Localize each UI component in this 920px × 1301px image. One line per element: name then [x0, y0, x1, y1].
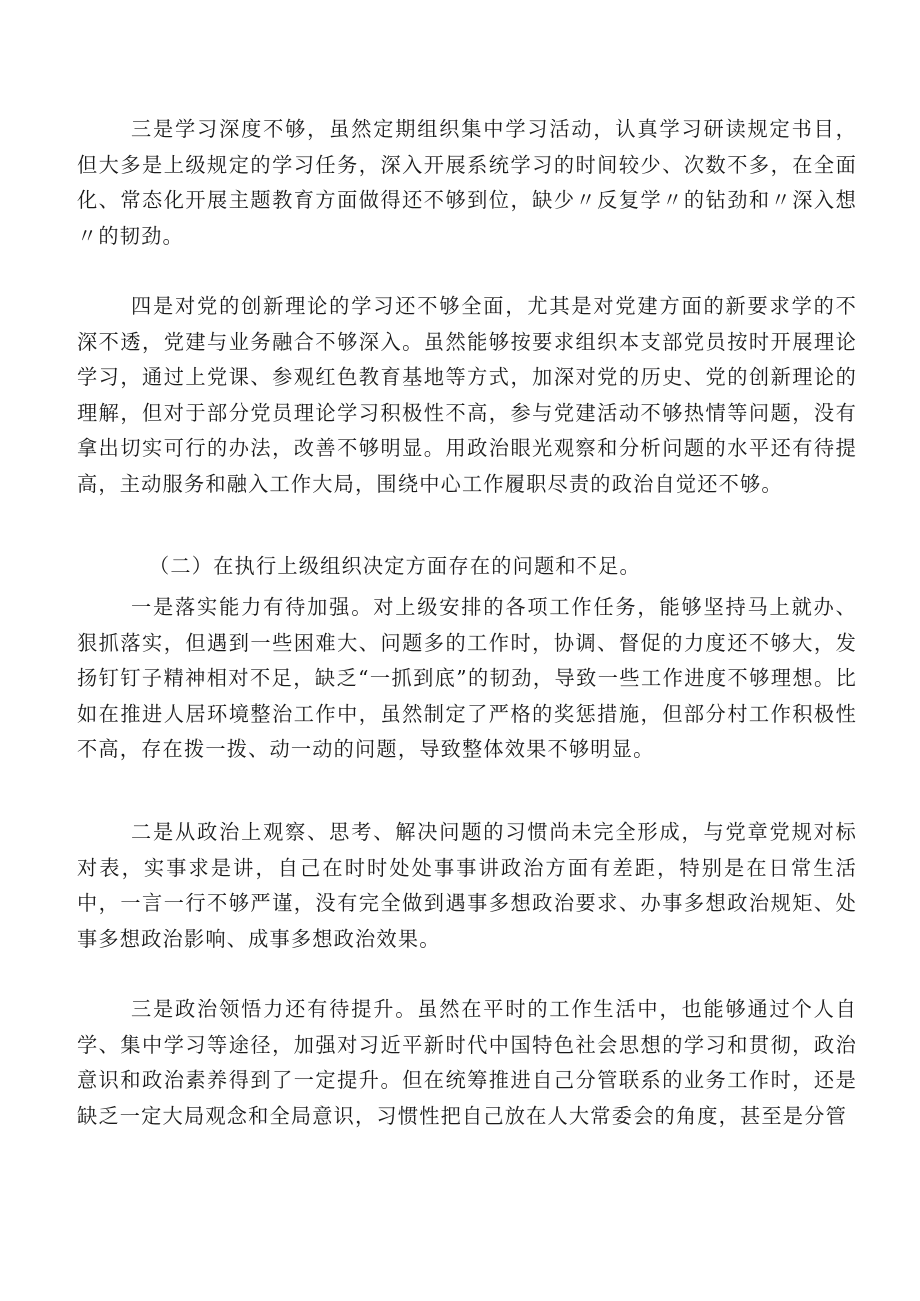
paragraph-study-depth: 三是学习深度不够，虽然定期组织集中学习活动，认真学习研读规定书目，但大多是上级规定的学习任务，深入开展系统学习的时间较少、次数不多，在全面化、常态化开展主题教育方面做得还不够到位，缺少〃反复学〃的钻劲和〃深入想〃的韧劲。	[77, 117, 857, 248]
paragraph-party-theory: 四是对党的创新理论的学习还不够全面，尤其是对党建方面的新要求学的不深不透，党建与业务融合不够深入。虽然能够按要求组织本支部党员按时开展理论学习，通过上党课、参观红色教育基地等方式，加深对党的历史、党的创新理论的理解，但对于部分党员理论学习积极性不高，参与党建活动不够热情等问题，没有拿出切实可行的办法，改善不够明显。用政治眼光观察和分析问题的水平还有待提高，主动服务和融入工作大局，围绕中心工作履职尽责的政治自觉还不够。	[77, 294, 857, 496]
paragraph-political-habit: 二是从政治上观察、思考、解决问题的习惯尚未完全形成，与党章党规对标对表，实事求是讲，自己在时时处处事事讲政治方面有差距，特别是在日常生活中，一言一行不够严谨，没有完全做到遇事多想政治要求、办事多想政治规矩、处事多想政治影响、成事多想政治效果。	[77, 820, 857, 951]
paragraph-political-comprehension: 三是政治领悟力还有待提升。虽然在平时的工作生活中，也能够通过个人自学、集中学习等途径，加强对习近平新时代中国特色社会思想的学习和贯彻，政治意识和政治素养得到了一定提升。但在统筹推进自己分管联系的业务工作时，还是缺乏一定大局观念和全局意识，习惯性把自己放在人大常委会的角度，甚至是分管	[77, 997, 857, 1128]
section-heading-execution: （二）在执行上级组织决定方面存在的问题和不足。	[149, 554, 641, 578]
paragraph-implementation: 一是落实能力有待加强。对上级安排的各项工作任务，能够坚持马上就办、狠抓落实，但遇到一些困难大、问题多的工作时，协调、督促的力度还不够大，发扬钉钉子精神相对不足，缺乏“一抓到底”的韧劲，导致一些工作进度不够理想。比如在推进人居环境整治工作中，虽然制定了严格的奖惩措施，但部分村工作积极性不高，存在拨一拨、动一动的问题，导致整体效果不够明显。	[77, 595, 857, 761]
